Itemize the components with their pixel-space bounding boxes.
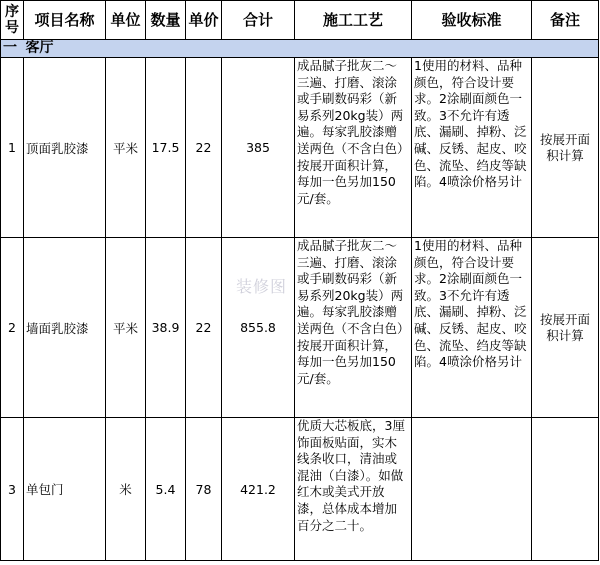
row-standard: 1使用的材料、品种颜色，符合设计要求。2涂刷面颜色一致。3不允许有透底、漏刷、掉粉、泛碱、反锈、起皮、咬色、流坠、绉皮等缺陷。4喷涂价格另计: [412, 238, 532, 418]
row-item-name: 顶面乳胶漆: [24, 58, 106, 238]
row-seq: 1: [1, 58, 24, 238]
header-seq: 序号: [1, 1, 24, 40]
row-total: 855.8: [222, 238, 295, 418]
header-process: 施工工艺: [295, 1, 412, 40]
header-quantity: 数量: [146, 1, 186, 40]
section-number: 一: [1, 40, 24, 58]
row-process: 成品腻子批灰二～三遍、打磨、滚涂或手刷数码彩（新易系列20kg装）两遍。每家乳胶漆赠送两色（不含白色）按展开面积计算，每加一色另加150元/套。: [295, 58, 412, 238]
row-unit-price: 22: [186, 58, 222, 238]
row-remark: 按展开面积计算: [532, 238, 599, 418]
row-seq: 3: [1, 418, 24, 561]
row-seq: 2: [1, 238, 24, 418]
row-process: 优质大芯板底，3厘饰面板贴面，实木线条收口，清油或混油（白漆）。如做红木或美式开放漆，总体成本增加百分之二十。: [295, 418, 412, 561]
row-process: 成品腻子批灰二～三遍、打磨、滚涂或手刷数码彩（新易系列20kg装）两遍。每家乳胶漆赠送两色（不含白色）按展开面积计算，每加一色另加150元/套。: [295, 238, 412, 418]
row-unit: 米: [106, 418, 146, 561]
row-unit: 平米: [106, 238, 146, 418]
table-row: [1, 418, 599, 561]
row-quantity: 17.5: [146, 58, 186, 238]
header-row: [1, 1, 599, 40]
row-quantity: 38.9: [146, 238, 186, 418]
row-unit-price: 22: [186, 238, 222, 418]
row-unit-price: 78: [186, 418, 222, 561]
row-quantity: 5.4: [146, 418, 186, 561]
row-remark: 按展开面积计算: [532, 58, 599, 238]
row-standard: 1使用的材料、品种颜色，符合设计要求。2涂刷面颜色一致。3不允许有透底、漏刷、掉粉、泛碱、反锈、起皮、咬色、流坠、绉皮等缺陷。4喷涂价格另计: [412, 58, 532, 238]
header-item-name: 项目名称: [24, 1, 106, 40]
row-standard: [412, 418, 532, 561]
header-standard: 验收标准: [412, 1, 532, 40]
row-item-name: 墙面乳胶漆: [24, 238, 106, 418]
row-total: 421.2: [222, 418, 295, 561]
header-remark: 备注: [532, 1, 599, 40]
header-unit: 单位: [106, 1, 146, 40]
row-unit: 平米: [106, 58, 146, 238]
row-remark: [532, 418, 599, 561]
watermark: 装修图: [236, 277, 288, 296]
table-row: [1, 58, 599, 238]
table-row: [1, 238, 599, 418]
row-item-name: 单包门: [24, 418, 106, 561]
section-name: 客厅: [24, 40, 599, 58]
section-row-living-room: [1, 40, 599, 58]
row-total: 385: [222, 58, 295, 238]
header-unit-price: 单价: [186, 1, 222, 40]
header-total: 合计: [222, 1, 295, 40]
